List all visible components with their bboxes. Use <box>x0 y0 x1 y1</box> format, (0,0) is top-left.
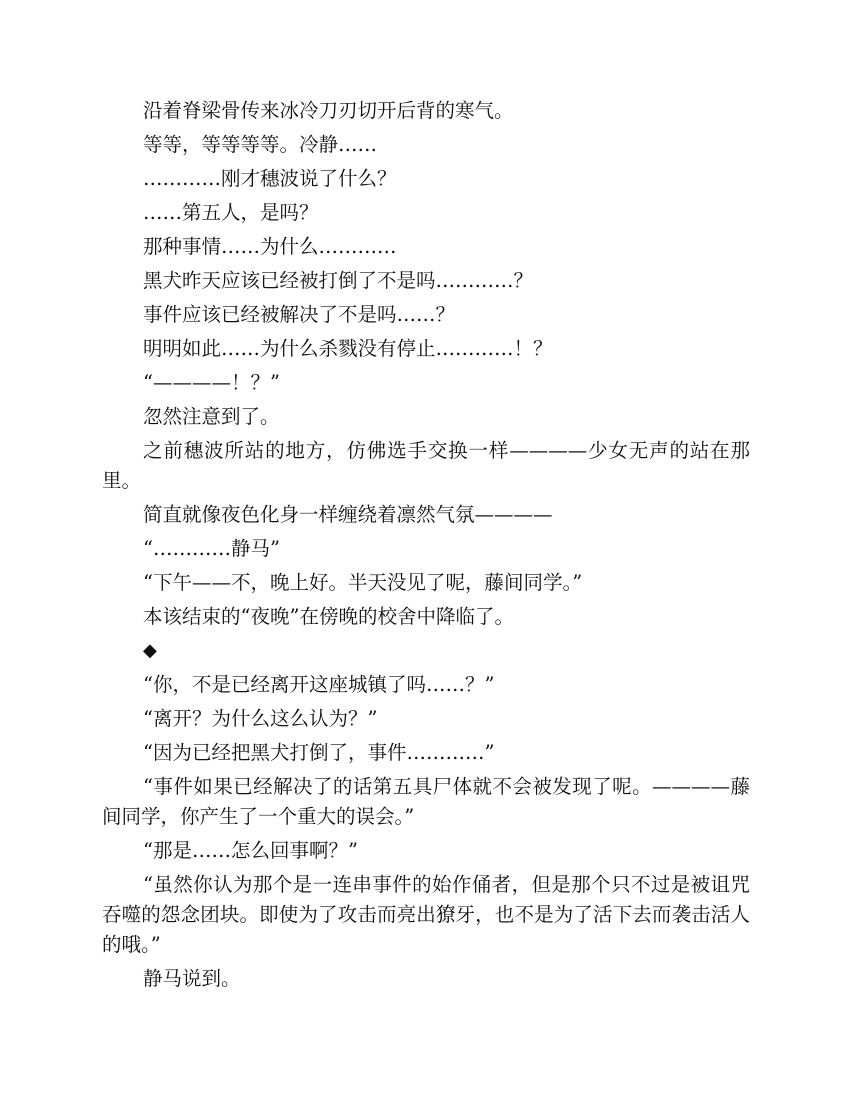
paragraph-18: “因为已经把黑犬打倒了，事件…………” <box>143 741 495 764</box>
paragraph-9: “————！？” <box>143 371 280 394</box>
paragraph-5: 那种事情……为什么………… <box>143 235 397 258</box>
paragraph-7: 事件应该已经被解决了不是吗……？ <box>143 303 456 326</box>
paragraph-15: 本该结束的“夜晚”在傍晚的校舍中降临了。 <box>143 605 514 628</box>
paragraph-19: “事件如果已经解决了的话第五具尸体就不会被发现了呢。————藤间同学，你产生了一个重大的误会。” <box>102 775 750 828</box>
paragraph-2: 等等，等等等等。冷静…… <box>143 133 378 156</box>
paragraph-13: “…………静马” <box>143 537 280 560</box>
paragraph-17: “离开？为什么这么认为？” <box>143 707 378 730</box>
section-separator-diamond: ◆ <box>143 640 157 661</box>
paragraph-12: 简直就像夜色化身一样缠绕着凛然气氛———— <box>143 503 553 526</box>
paragraph-21: “虽然你认为那个是一连串事件的始作俑者，但是那个只不过是被诅咒吞噬的怨念团块。即使为了攻击而亮出獠牙，也不是为了活下去而袭击活人的哦。” <box>102 873 750 956</box>
paragraph-4: ……第五人，是吗？ <box>143 201 319 224</box>
paragraph-3: …………刚才穗波说了什么？ <box>143 167 397 190</box>
paragraph-11: 之前穗波所站的地方，仿佛选手交换一样————少女无声的站在那里。 <box>102 439 750 492</box>
paragraph-20: “那是……怎么回事啊？” <box>143 839 358 862</box>
paragraph-14: “下午——不，晚上好。半天没见了呢，藤间同学。” <box>143 571 583 594</box>
paragraph-22: 静马说到。 <box>143 967 241 990</box>
document-body <box>102 96 750 998</box>
paragraph-6: 黑犬昨天应该已经被打倒了不是吗…………？ <box>143 269 534 292</box>
paragraph-10: 忽然注意到了。 <box>143 405 280 428</box>
paragraph-8: 明明如此……为什么杀戮没有停止…………！？ <box>143 337 553 360</box>
paragraph-16: “你，不是已经离开这座城镇了吗……？” <box>143 673 495 696</box>
paragraph-1: 沿着脊梁骨传来冰冷刀刃切开后背的寒气。 <box>143 99 514 122</box>
